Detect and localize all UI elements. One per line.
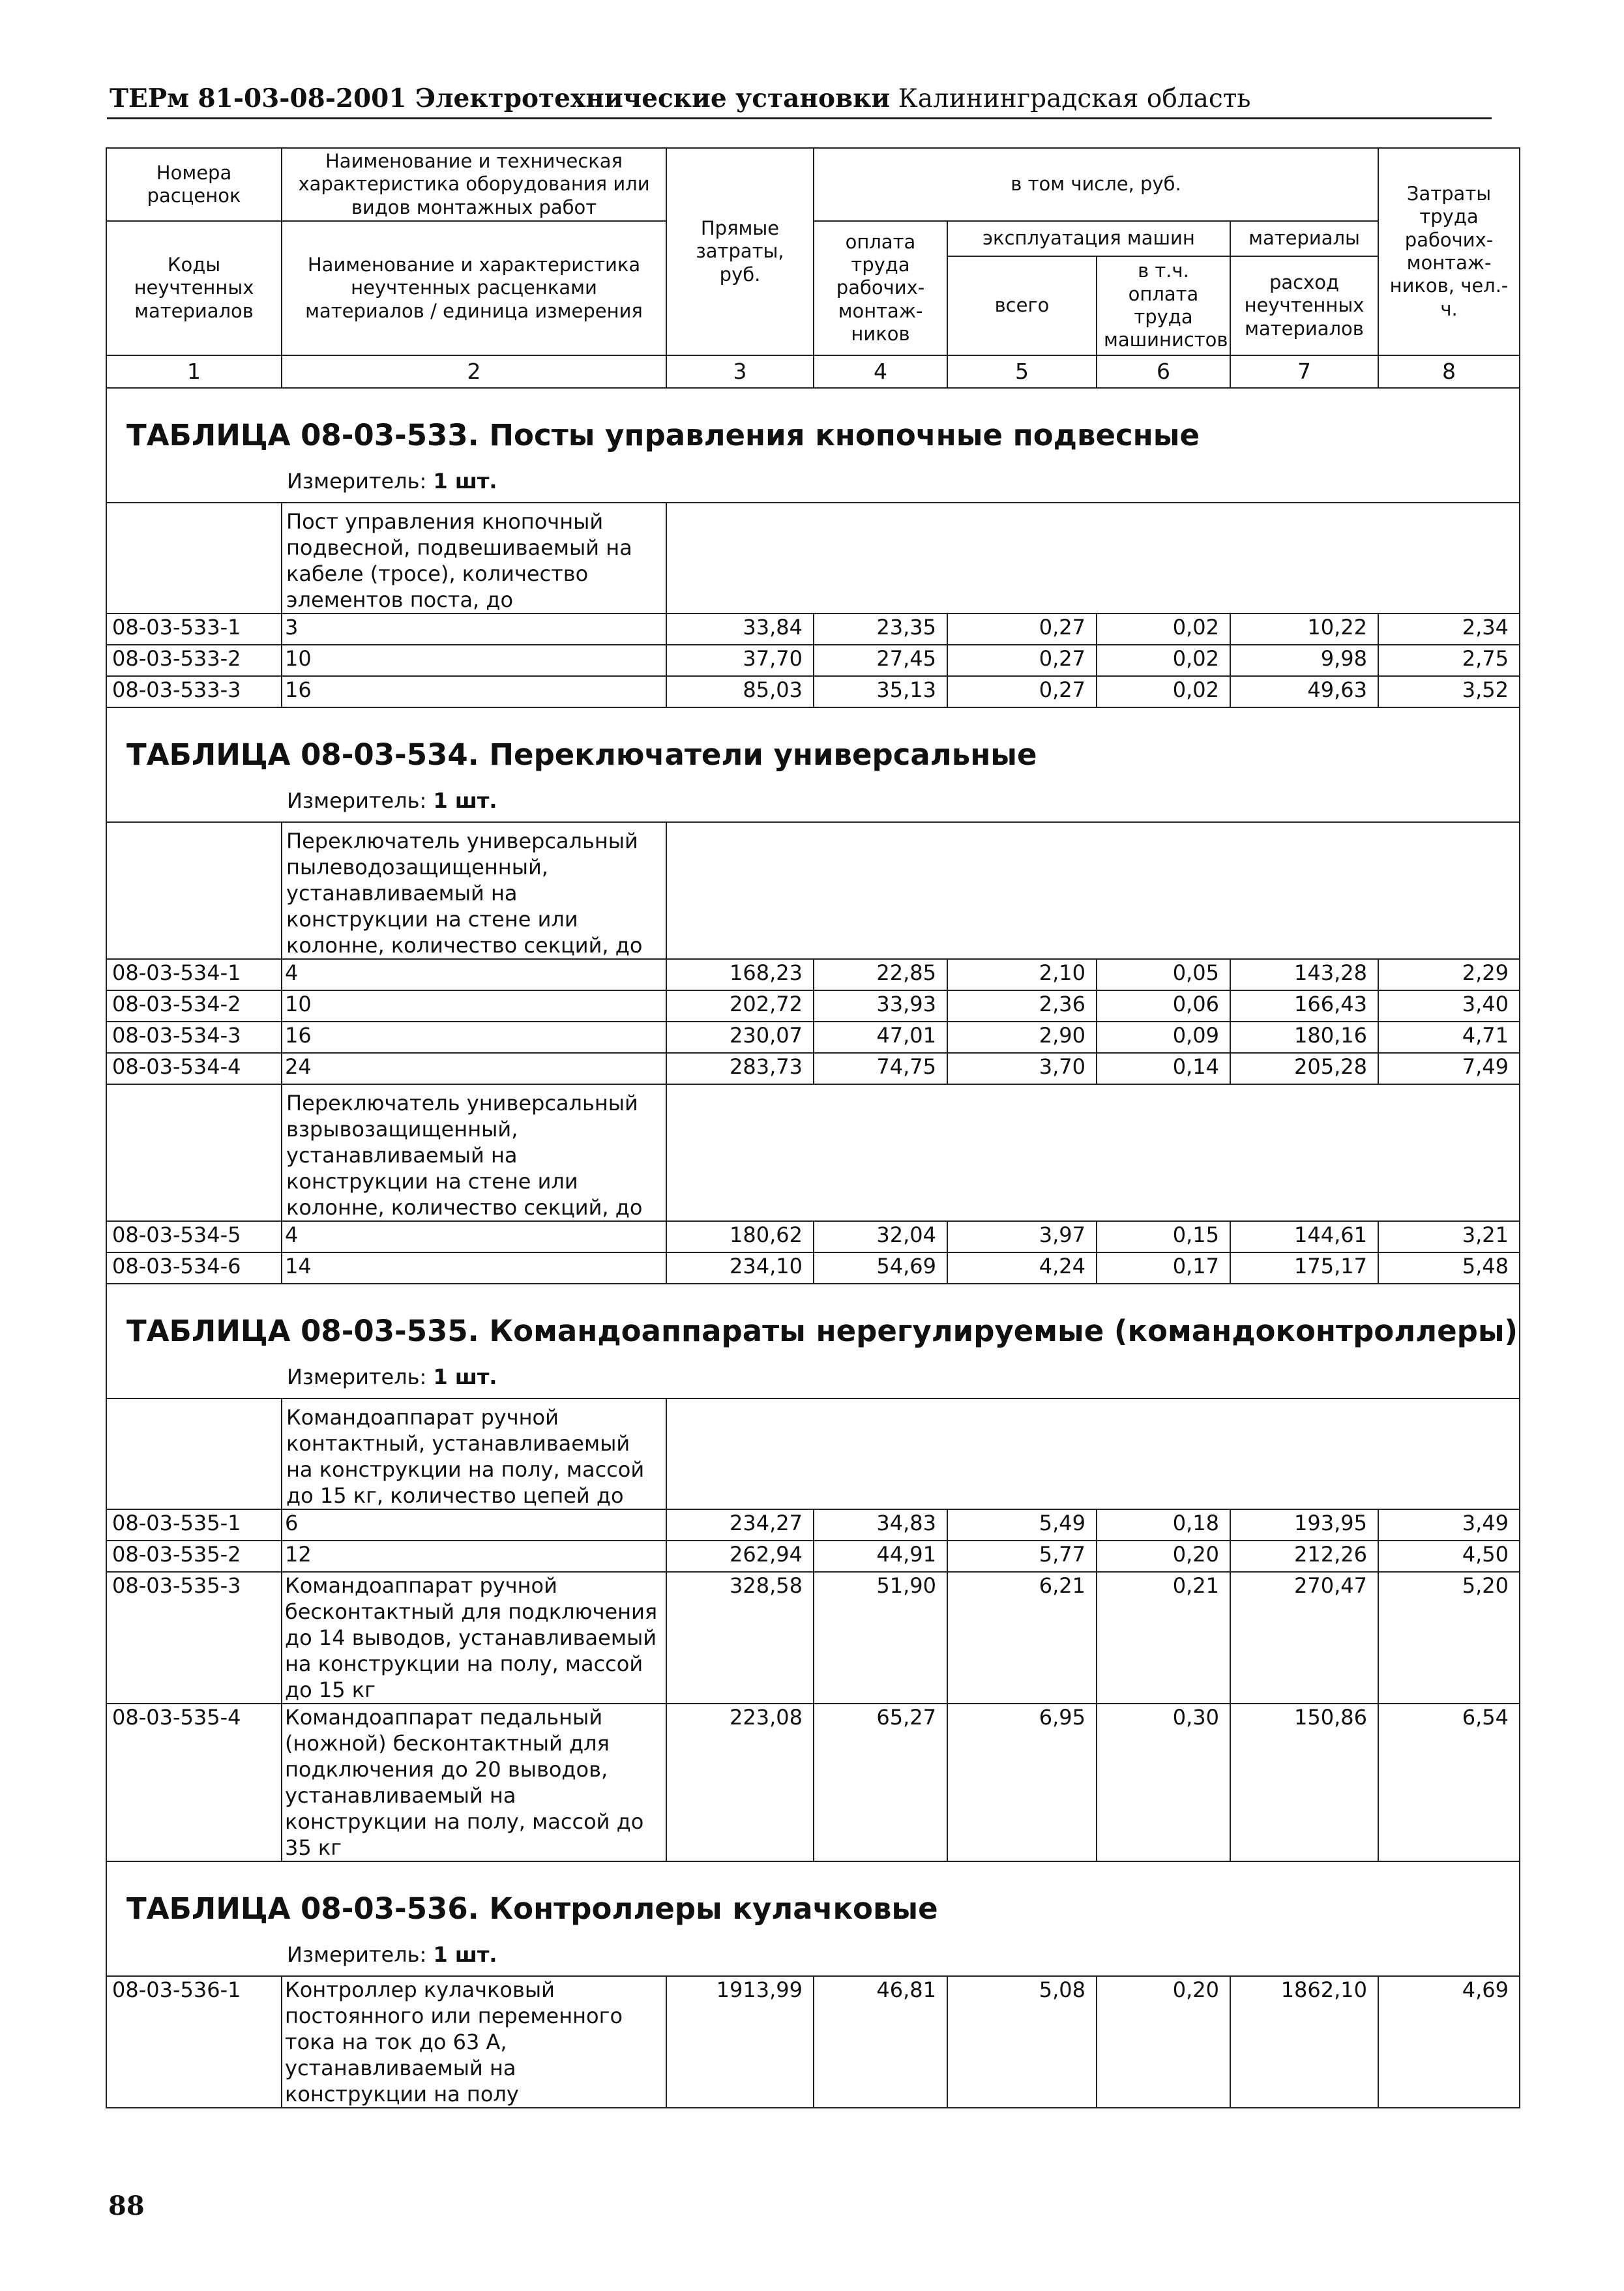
rate-name: 6: [282, 1509, 666, 1541]
machines-total: 2,36: [947, 990, 1097, 1022]
col-labor-cost-header: Затраты труда рабочих-монтаж-ников, чел.-ч.: [1378, 148, 1520, 355]
machines-total: 6,95: [947, 1704, 1097, 1861]
unit-value: 1 шт.: [433, 1942, 497, 1967]
machines-total: 5,77: [947, 1541, 1097, 1572]
table-section-title-row: [106, 1861, 1520, 1939]
rate-name: 16: [282, 676, 666, 707]
materials-cost: 49,63: [1230, 676, 1378, 707]
labor-pay: 27,45: [814, 645, 947, 676]
table-row: [106, 1976, 1520, 2108]
machines-labor-pay: 0,14: [1097, 1053, 1230, 1084]
labor-hours: 7,49: [1378, 1053, 1520, 1084]
labor-pay: 54,69: [814, 1252, 947, 1284]
machines-total: 0,27: [947, 613, 1097, 645]
empty-cell: [666, 1084, 1520, 1221]
column-number: 8: [1378, 355, 1520, 388]
materials-cost: 180,16: [1230, 1022, 1378, 1053]
table-row: [106, 1541, 1520, 1572]
col-materials-header: материалы: [1230, 221, 1378, 256]
machines-total: 6,21: [947, 1572, 1097, 1704]
group-description-row: [106, 1084, 1520, 1221]
table-row: [106, 990, 1520, 1022]
empty-cell: [666, 503, 1520, 613]
direct-cost: 223,08: [666, 1704, 814, 1861]
materials-cost: 150,86: [1230, 1704, 1378, 1861]
empty-cell: [106, 1398, 282, 1509]
table-section-title-row: [106, 1284, 1520, 1361]
labor-hours: 3,52: [1378, 676, 1520, 707]
unit-row: [106, 1361, 1520, 1398]
col-codes-header: Номера расценок: [106, 148, 282, 221]
column-number: 3: [666, 355, 814, 388]
direct-cost: 262,94: [666, 1541, 814, 1572]
rate-code: 08-03-536-1: [106, 1976, 282, 2108]
rate-code: 08-03-535-1: [106, 1509, 282, 1541]
column-number: 5: [947, 355, 1097, 388]
machines-labor-pay: 0,30: [1097, 1704, 1230, 1861]
col-machines-header: эксплуатация машин: [947, 221, 1230, 256]
unit-value: 1 шт.: [433, 1365, 497, 1389]
empty-cell: [106, 1084, 282, 1221]
header-title-bold: ТЕРм 81-03-08-2001 Электротехнические установки: [110, 83, 891, 113]
empty-cell: [106, 503, 282, 613]
col-materials-use-header: расход неучтенных материалов: [1230, 256, 1378, 355]
materials-cost: 9,98: [1230, 645, 1378, 676]
table-row: [106, 1704, 1520, 1861]
empty-cell: [106, 822, 282, 959]
rate-code: 08-03-533-1: [106, 613, 282, 645]
col-incl-header: в том числе, руб.: [814, 148, 1378, 221]
rate-name: 14: [282, 1252, 666, 1284]
table-section-title: ТАБЛИЦА 08-03-536. Контроллеры кулачковые: [126, 1891, 938, 1926]
labor-hours: 3,49: [1378, 1509, 1520, 1541]
unit-cell: [106, 1939, 1520, 1976]
rate-code: 08-03-534-3: [106, 1022, 282, 1053]
machines-total: 2,10: [947, 959, 1097, 990]
table-row: [106, 645, 1520, 676]
group-description: Переключатель универсальный пылеводозащищенный, устанавливаемый на конструкции на стене или колонне, количество секций, до: [282, 822, 666, 959]
rate-name: 4: [282, 959, 666, 990]
table-section-title: ТАБЛИЦА 08-03-535. Командоаппараты нерегулируемые (командоконтроллеры): [126, 1314, 1518, 1348]
rate-code: 08-03-533-2: [106, 645, 282, 676]
col-mat-name-header: Наименование и характеристика неучтенных расценками материалов / единица измерения: [282, 221, 666, 355]
machines-labor-pay: 0,20: [1097, 1541, 1230, 1572]
machines-labor-pay: 0,21: [1097, 1572, 1230, 1704]
group-description-row: [106, 503, 1520, 613]
unit-label: Измеритель:: [287, 469, 427, 494]
col-machines-total-header: всего: [947, 256, 1097, 355]
direct-cost: 33,84: [666, 613, 814, 645]
table-section-title: ТАБЛИЦА 08-03-533. Посты управления кнопочные подвесные: [126, 418, 1200, 452]
table-row: [106, 959, 1520, 990]
rate-code: 08-03-534-4: [106, 1053, 282, 1084]
labor-pay: 51,90: [814, 1572, 947, 1704]
rate-code: 08-03-534-6: [106, 1252, 282, 1284]
rate-code: 08-03-535-4: [106, 1704, 282, 1861]
materials-cost: 144,61: [1230, 1221, 1378, 1252]
column-number: 7: [1230, 355, 1378, 388]
materials-cost: 175,17: [1230, 1252, 1378, 1284]
column-numbers-row: [106, 355, 1520, 388]
table-section-title-row: [106, 388, 1520, 466]
column-number: 1: [106, 355, 282, 388]
group-description: Переключатель универсальный взрывозащищенный, устанавливаемый на конструкции на стене или колонне, количество секций, до: [282, 1084, 666, 1221]
rate-name: 3: [282, 613, 666, 645]
labor-hours: 2,29: [1378, 959, 1520, 990]
direct-cost: 234,10: [666, 1252, 814, 1284]
unit-cell: [106, 1361, 1520, 1398]
labor-pay: 74,75: [814, 1053, 947, 1084]
table-section-title-cell: [106, 707, 1520, 785]
machines-labor-pay: 0,02: [1097, 613, 1230, 645]
col-direct-header: Прямые затраты, руб.: [666, 148, 814, 355]
materials-cost: 1862,10: [1230, 1976, 1378, 2108]
direct-cost: 283,73: [666, 1053, 814, 1084]
machines-labor-pay: 0,20: [1097, 1976, 1230, 2108]
machines-total: 3,97: [947, 1221, 1097, 1252]
labor-hours: 5,48: [1378, 1252, 1520, 1284]
running-header: [110, 83, 1488, 113]
empty-cell: [666, 822, 1520, 959]
col-labor-pay-header: оплата труда рабочих-монтаж-ников: [814, 221, 947, 355]
materials-cost: 212,26: [1230, 1541, 1378, 1572]
labor-hours: 3,40: [1378, 990, 1520, 1022]
machines-labor-pay: 0,02: [1097, 676, 1230, 707]
unit-label: Измеритель:: [287, 788, 427, 813]
empty-cell: [666, 1398, 1520, 1509]
machines-labor-pay: 0,06: [1097, 990, 1230, 1022]
machines-total: 2,90: [947, 1022, 1097, 1053]
machines-labor-pay: 0,09: [1097, 1022, 1230, 1053]
machines-labor-pay: 0,17: [1097, 1252, 1230, 1284]
machines-labor-pay: 0,05: [1097, 959, 1230, 990]
direct-cost: 1913,99: [666, 1976, 814, 2108]
direct-cost: 180,62: [666, 1221, 814, 1252]
labor-hours: 4,50: [1378, 1541, 1520, 1572]
table-row: [106, 1022, 1520, 1053]
table-row: [106, 1053, 1520, 1084]
group-description-row: [106, 1398, 1520, 1509]
unit-label: Измеритель:: [287, 1365, 427, 1389]
labor-hours: 2,75: [1378, 645, 1520, 676]
rate-name: 24: [282, 1053, 666, 1084]
table-section-title: ТАБЛИЦА 08-03-534. Переключатели универсальные: [126, 737, 1037, 772]
labor-pay: 34,83: [814, 1509, 947, 1541]
labor-hours: 6,54: [1378, 1704, 1520, 1861]
header-title-region: Калининградская область: [898, 84, 1251, 113]
column-number: 2: [282, 355, 666, 388]
machines-total: 0,27: [947, 645, 1097, 676]
table-row: [106, 1252, 1520, 1284]
unit-row: [106, 785, 1520, 822]
rate-name: Командоаппарат ручной бесконтактный для подключения до 14 выводов, устанавливаемый на конструкции на полу, массой до 15 кг: [282, 1572, 666, 1704]
rate-code: 08-03-534-2: [106, 990, 282, 1022]
labor-hours: 3,21: [1378, 1221, 1520, 1252]
rate-name: Контроллер кулачковый постоянного или переменного тока на ток до 63 А, устанавливаемый на конструкции на полу: [282, 1976, 666, 2108]
unit-value: 1 шт.: [433, 469, 497, 494]
machines-labor-pay: 0,02: [1097, 645, 1230, 676]
header-rule: [107, 117, 1492, 119]
rate-code: 08-03-535-2: [106, 1541, 282, 1572]
col-machines-pay-header: в т.ч. оплата труда машинистов: [1097, 256, 1230, 355]
machines-total: 4,24: [947, 1252, 1097, 1284]
rate-name: Командоаппарат педальный (ножной) бесконтактный для подключения до 20 выводов, устанавливаемый на конструкции на полу, массой до 35 кг: [282, 1704, 666, 1861]
rate-code: 08-03-535-3: [106, 1572, 282, 1704]
table-row: [106, 676, 1520, 707]
rate-name: 10: [282, 990, 666, 1022]
table-section-title-cell: [106, 388, 1520, 466]
unit-cell: [106, 785, 1520, 822]
machines-total: 3,70: [947, 1053, 1097, 1084]
table-section-title-row: [106, 707, 1520, 785]
table-row: [106, 613, 1520, 645]
rate-name: 16: [282, 1022, 666, 1053]
materials-cost: 10,22: [1230, 613, 1378, 645]
labor-pay: 47,01: [814, 1022, 947, 1053]
group-description: Командоаппарат ручной контактный, устанавливаемый на конструкции на полу, массой до 15 кг, количество цепей до: [282, 1398, 666, 1509]
materials-cost: 205,28: [1230, 1053, 1378, 1084]
direct-cost: 328,58: [666, 1572, 814, 1704]
unit-row: [106, 1939, 1520, 1976]
table-section-title-cell: [106, 1284, 1520, 1361]
labor-pay: 22,85: [814, 959, 947, 990]
direct-cost: 234,27: [666, 1509, 814, 1541]
machines-total: 0,27: [947, 676, 1097, 707]
materials-cost: 143,28: [1230, 959, 1378, 990]
labor-hours: 4,69: [1378, 1976, 1520, 2108]
labor-hours: 2,34: [1378, 613, 1520, 645]
materials-cost: 270,47: [1230, 1572, 1378, 1704]
table-row: [106, 1572, 1520, 1704]
group-description: Пост управления кнопочный подвесной, подвешиваемый на кабеле (тросе), количество элементов поста, до: [282, 503, 666, 613]
table-section-title-cell: [106, 1861, 1520, 1939]
unit-cell: [106, 466, 1520, 503]
materials-cost: 193,95: [1230, 1509, 1378, 1541]
labor-pay: 23,35: [814, 613, 947, 645]
col-mat-codes-header: Коды неучтенных материалов: [106, 221, 282, 355]
unit-value: 1 шт.: [433, 788, 497, 813]
group-description-row: [106, 822, 1520, 959]
machines-labor-pay: 0,18: [1097, 1509, 1230, 1541]
labor-pay: 32,04: [814, 1221, 947, 1252]
page-number: 88: [108, 2191, 145, 2221]
column-number: 6: [1097, 355, 1230, 388]
labor-pay: 44,91: [814, 1541, 947, 1572]
direct-cost: 37,70: [666, 645, 814, 676]
price-table: [106, 147, 1520, 2108]
unit-row: [106, 466, 1520, 503]
labor-pay: 46,81: [814, 1976, 947, 2108]
column-number: 4: [814, 355, 947, 388]
col-name-header: Наименование и техническая характеристика оборудования или видов монтажных работ: [282, 148, 666, 221]
rate-code: 08-03-534-1: [106, 959, 282, 990]
machines-labor-pay: 0,15: [1097, 1221, 1230, 1252]
rate-code: 08-03-534-5: [106, 1221, 282, 1252]
table-row: [106, 1221, 1520, 1252]
direct-cost: 230,07: [666, 1022, 814, 1053]
labor-pay: 65,27: [814, 1704, 947, 1861]
labor-pay: 33,93: [814, 990, 947, 1022]
unit-label: Измеритель:: [287, 1942, 427, 1967]
machines-total: 5,49: [947, 1509, 1097, 1541]
rate-name: 4: [282, 1221, 666, 1252]
rate-code: 08-03-533-3: [106, 676, 282, 707]
table-row: [106, 1509, 1520, 1541]
materials-cost: 166,43: [1230, 990, 1378, 1022]
labor-hours: 4,71: [1378, 1022, 1520, 1053]
machines-total: 5,08: [947, 1976, 1097, 2108]
labor-pay: 35,13: [814, 676, 947, 707]
direct-cost: 168,23: [666, 959, 814, 990]
labor-hours: 5,20: [1378, 1572, 1520, 1704]
rate-name: 10: [282, 645, 666, 676]
rate-name: 12: [282, 1541, 666, 1572]
direct-cost: 202,72: [666, 990, 814, 1022]
direct-cost: 85,03: [666, 676, 814, 707]
header-row-top: [106, 148, 1520, 221]
